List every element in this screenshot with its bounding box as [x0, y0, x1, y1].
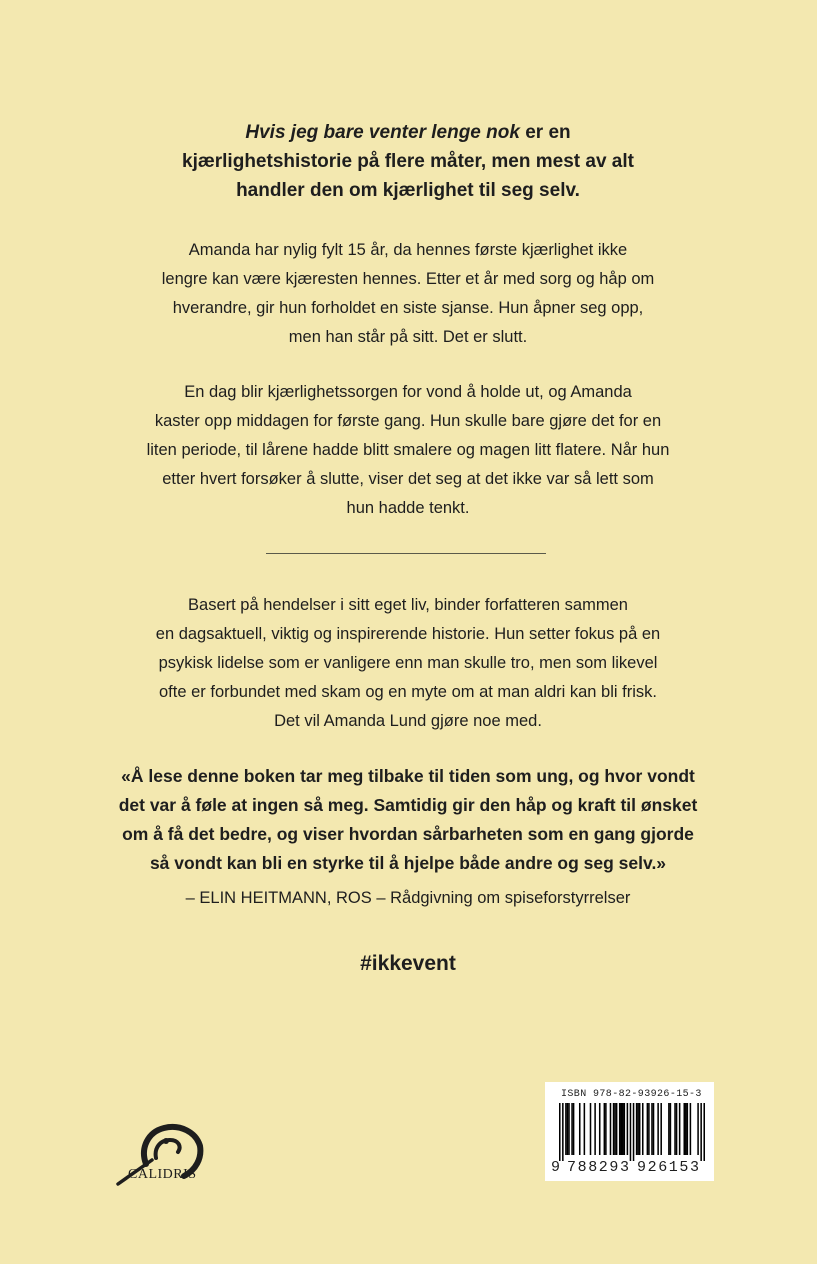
barcode-bar — [624, 1103, 626, 1155]
barcode-bar — [642, 1103, 644, 1155]
barcode-bar — [700, 1103, 702, 1161]
lead-paragraph — [108, 118, 708, 205]
blurb-quote — [108, 762, 708, 878]
barcode-bar — [573, 1103, 575, 1155]
section-divider — [266, 553, 546, 554]
quote-line: så vondt kan bli en styrke til å hjelpe både andre og seg selv.» — [149, 853, 667, 873]
text-line: men han står på sitt. Det er slutt. — [288, 328, 528, 346]
barcode-bar — [679, 1103, 681, 1155]
text-line: en dagsaktuell, viktig og inspirerende historie. Hun setter fokus på en — [155, 625, 661, 643]
barcode-bars — [559, 1103, 705, 1161]
text-line: Det vil Amanda Lund gjøre noe med. — [274, 712, 542, 730]
author-paragraph — [108, 591, 708, 736]
barcode-bar — [636, 1103, 638, 1155]
barcode-bar — [579, 1103, 581, 1155]
barcode-digits — [551, 1159, 711, 1177]
lead-line-3: handler den om kjærlighet til seg selv. — [236, 180, 580, 201]
barcode-bar — [568, 1103, 570, 1155]
text-line: kaster opp middagen for første gang. Hun skulle bare gjøre det for en — [154, 412, 662, 430]
quote-line: det var å føle at ingen så meg. Samtidig gir den håp og kraft til ønsket — [118, 795, 698, 815]
book-title-italic: Hvis jeg bare venter lenge nok — [245, 122, 520, 143]
barcode-bar — [683, 1103, 685, 1155]
barcode-bar — [676, 1103, 678, 1155]
quote-line: om å få det bedre, og viser hvordan sårbarheten som en gang gjorde — [122, 824, 694, 844]
barcode-digit-group-1: 9 — [551, 1159, 562, 1176]
text-line: ofte er forbundet med skam og en myte om at man aldri kan bli frisk. — [159, 683, 657, 701]
barcode-bar — [660, 1103, 662, 1155]
barcode-bar — [565, 1103, 567, 1155]
barcode-bar — [697, 1103, 699, 1155]
text-line: Basert på hendelser i sitt eget liv, binder forfatteren sammen — [188, 596, 628, 614]
barcode-bar — [648, 1103, 650, 1155]
text-line: Amanda har nylig fylt 15 år, da hennes første kjærlighet ikke — [188, 241, 628, 259]
hashtag: #ikkevent — [360, 952, 456, 975]
barcode-digit-group-2: 788293 — [567, 1159, 631, 1176]
barcode-bar — [599, 1103, 601, 1155]
barcode-bar — [622, 1103, 624, 1155]
barcode-bar — [647, 1103, 649, 1155]
barcode-bar — [604, 1103, 606, 1155]
barcode-bar — [627, 1103, 629, 1155]
barcode-bar — [685, 1103, 687, 1155]
text-line: lengre kan være kjæresten hennes. Etter et år med sorg og håp om — [161, 270, 655, 288]
barcode-bar — [584, 1103, 586, 1155]
barcode-bar — [633, 1103, 635, 1161]
isbn-label: ISBN 978-82-93926-15-3 — [561, 1089, 702, 1100]
barcode-bar — [637, 1103, 639, 1155]
barcode-bar — [653, 1103, 655, 1155]
text-line: etter hvert forsøker å slutte, viser det seg at det ikke var så lett som — [162, 470, 654, 488]
barcode-bar — [668, 1103, 670, 1155]
quote-line: «Å lese denne boken tar meg tilbake til tiden som ung, og hvor vondt — [121, 766, 695, 786]
barcode-bar — [619, 1103, 621, 1155]
text-line: psykisk lidelse som er vanligere enn man skulle tro, men som likevel — [158, 654, 658, 672]
barcode-bar — [620, 1103, 622, 1155]
text-line: hverandre, gir hun forholdet en siste sjanse. Hun åpner seg opp, — [172, 299, 644, 317]
lead-line-2: kjærlighetshistorie på flere måter, men mest av alt — [182, 151, 634, 172]
publisher-name: CALIDRIS — [128, 1167, 197, 1182]
text-line: liten periode, til lårene hadde blitt smalere og magen litt flatere. Når hun — [146, 441, 670, 459]
barcode-bar — [670, 1103, 672, 1155]
barcode-bar — [616, 1103, 618, 1155]
barcode-bar — [613, 1103, 615, 1155]
barcode-bar — [674, 1103, 676, 1155]
barcode-bar — [610, 1103, 612, 1155]
barcode-bar — [567, 1103, 569, 1155]
barcode-bar — [703, 1103, 705, 1161]
barcode-bar — [571, 1103, 573, 1155]
synopsis-paragraph-2 — [108, 378, 708, 523]
barcode-bar — [614, 1103, 616, 1155]
barcode-bar — [630, 1103, 632, 1161]
lead-line-1: Hvis jeg bare venter lenge nok er en — [245, 122, 571, 143]
isbn-barcode — [545, 1082, 714, 1181]
barcode-bar — [594, 1103, 596, 1155]
barcode-bar — [605, 1103, 607, 1155]
barcode-bar — [639, 1103, 641, 1155]
text-line: En dag blir kjærlighetssorgen for vond å holde ut, og Amanda — [184, 383, 632, 401]
barcode-bar — [690, 1103, 692, 1155]
barcode-bar — [657, 1103, 659, 1155]
barcode-digit-group-3: 926153 — [637, 1159, 701, 1176]
barcode-bar — [687, 1103, 689, 1155]
barcode-bar — [651, 1103, 653, 1155]
synopsis-paragraph-1 — [108, 236, 708, 352]
barcode-bar — [559, 1103, 561, 1161]
barcode-bar — [562, 1103, 564, 1161]
quote-attribution: – ELIN HEITMANN, ROS – Rådgivning om spiseforstyrrelser — [185, 889, 631, 907]
barcode-bar — [590, 1103, 592, 1155]
text-line: hun hadde tenkt. — [346, 499, 470, 517]
